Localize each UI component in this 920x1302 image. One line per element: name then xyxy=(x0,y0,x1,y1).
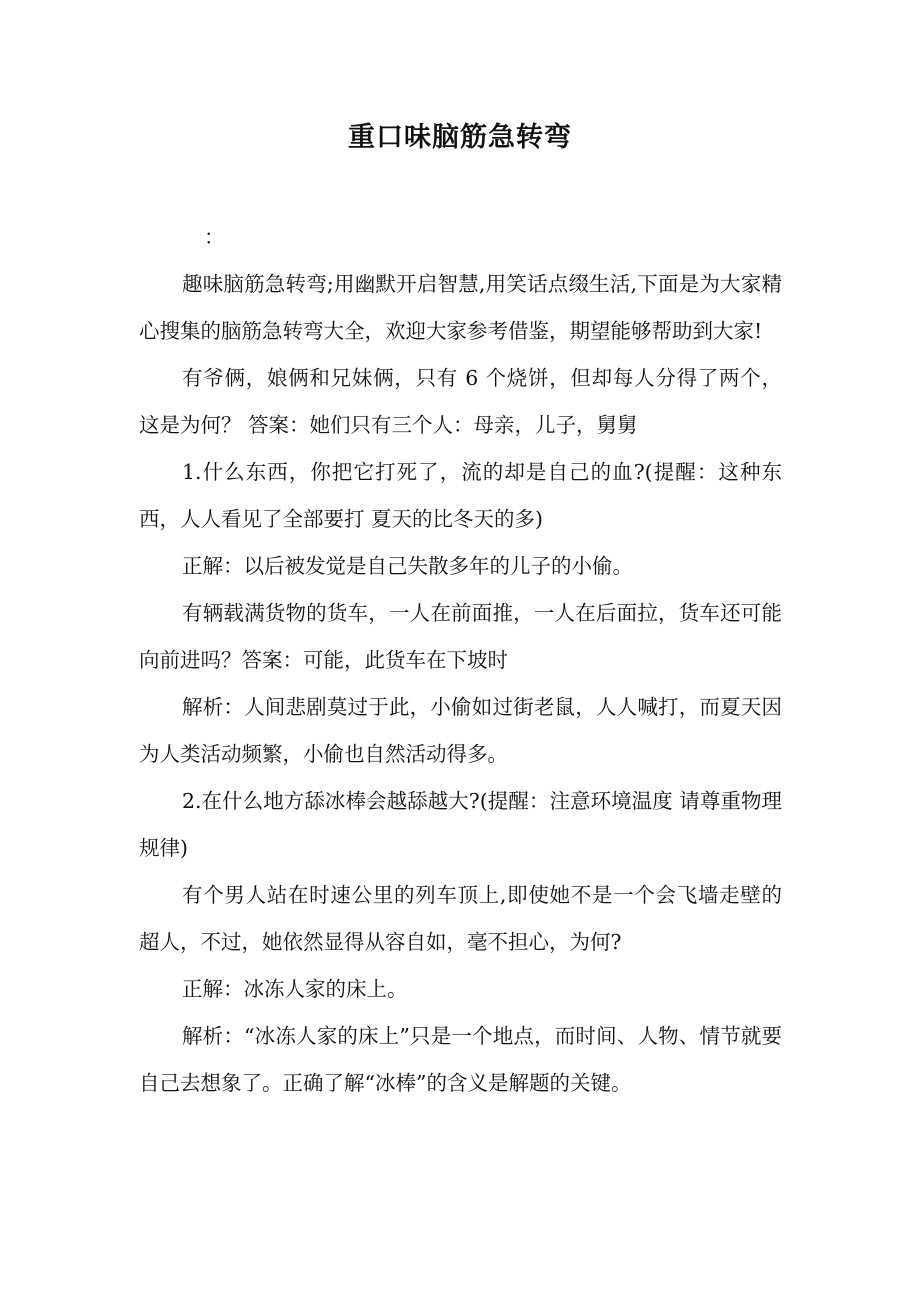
paragraph-analysis-1: 解析：人间悲剧莫过于此，小偷如过街老鼠，人人喊打，而夏天因为人类活动频繁，小偷也自然活动得多。 xyxy=(139,695,782,766)
paragraph-answer-2: 正解：冰冻人家的床上。 xyxy=(182,977,408,1001)
paragraph-riddle-1: 1.什么东西，你把它打死了，流的却是自己的血?(提醒：这种东西，人人看见了全部要打 夏天的比冬天的多) xyxy=(139,460,782,531)
paragraph-answer-1: 正解：以后被发觉是自己失散多年的儿子的小偷。 xyxy=(182,554,633,578)
document-body xyxy=(139,214,782,1107)
paragraph-analysis-2: 解析：“冰冻人家的床上”只是一个地点，而时间、人物、情节就要自己去想象了。正确了解“冰棒”的含义是解题的关键。 xyxy=(139,1024,782,1095)
paragraph-riddle-train: 有个男人站在时速公里的列车顶上,即使她不是一个会飞墙走壁的超人，不过，她依然显得从容自如，毫不担心，为何? xyxy=(139,883,782,954)
paragraph-intro: 趣味脑筋急转弯;用幽默开启智慧,用笑话点缀生活,下面是为大家精心搜集的脑筋急转弯大全，欢迎大家参考借鉴，期望能够帮助到大家! xyxy=(139,272,782,343)
paragraph-riddle-truck: 有辆载满货物的货车，一人在前面推，一人在后面拉，货车还可能向前进吗？答案：可能，此货车在下坡时 xyxy=(139,601,782,672)
paragraph-riddle-2: 2.在什么地方舔冰棒会越舔越大?(提醒：注意环境温度 请尊重物理规律) xyxy=(139,789,782,860)
paragraph-colon: ： xyxy=(204,225,225,249)
document-title: 重口味脑筋急转弯 xyxy=(348,122,572,153)
paragraph-riddle-cakes: 有爷俩，娘俩和兄妹俩，只有 6 个烧饼，但却每人分得了两个，这是为何？ 答案：她们只有三个人：母亲，儿子，舅舅 xyxy=(139,366,782,437)
